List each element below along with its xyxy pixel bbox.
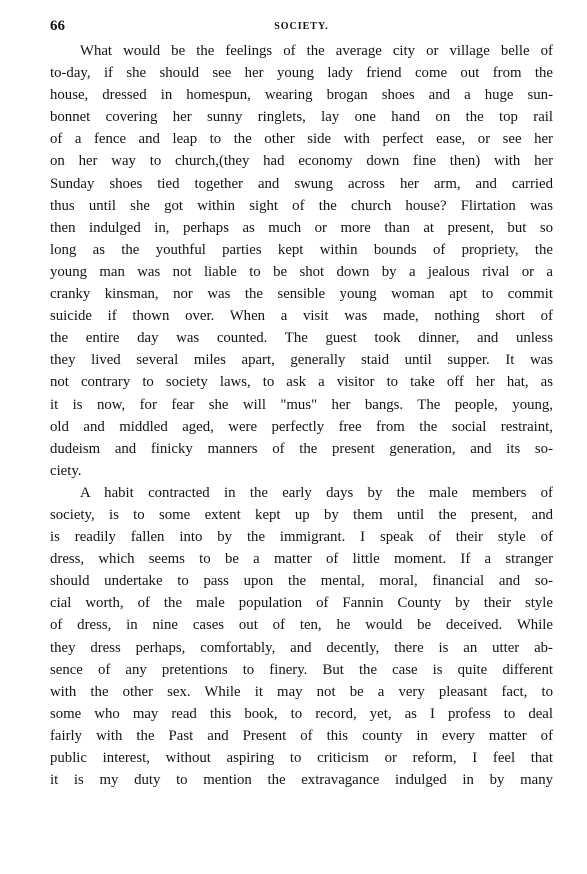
text-line: Sunday shoes tied together and swung across her arm, and carried	[50, 175, 553, 192]
text-line: of a fence and leap to the other side with perfect ease, or see her	[50, 131, 553, 148]
page-number: 66	[50, 18, 65, 34]
text-line: young man was not liable to be shot down by a jealous rival or a	[50, 263, 553, 280]
text-line: old and middled aged, were perfectly free from the social restraint,	[50, 418, 553, 435]
text-line: fairly with the Past and Present of this county in every matter of	[50, 727, 553, 744]
text-line: some who may read this book, to record, yet, as I profess to deal	[50, 705, 553, 722]
text-line: it is my duty to mention the extravagance indulged in by many	[50, 772, 553, 789]
text-line: it is now, for fear she will "mus" her bangs. The people, young,	[50, 396, 553, 413]
text-line: cial worth, of the male population of Fannin County by their style	[50, 595, 553, 612]
text-line: dudeism and finicky manners of the present generation, and its so-	[50, 440, 553, 457]
text-line: A habit contracted in the early days by the male members of	[80, 484, 553, 501]
text-line: the entire day was counted. The guest took dinner, and unless	[50, 330, 553, 347]
text-line: ciety.	[50, 462, 82, 479]
text-line: thus until she got within sight of the church house? Flirtation was	[50, 197, 553, 214]
text-line: cranky kinsman, nor was the sensible young woman apt to commit	[50, 286, 553, 303]
text-line: with the other sex. While it may not be a very pleasant fact, to	[50, 683, 553, 700]
text-line: suicide if thown over. When a visit was made, nothing short of	[50, 308, 553, 325]
text-line: public interest, without aspiring to criticism or reform, I feel that	[50, 750, 553, 766]
text-line: should undertake to pass upon the mental, moral, financial and so-	[50, 573, 553, 590]
text-line: What would be the feelings of the average city or village belle of	[80, 43, 553, 59]
text-line: is readily fallen into by the immigrant. I speak of their style of	[50, 529, 553, 546]
text-line: to-day, if she should see her young lady friend come out from the	[50, 65, 553, 82]
running-head: SOCIETY.	[274, 21, 329, 32]
text-line: bonnet covering her sunny ringlets, lay one hand on the top rail	[50, 109, 553, 126]
text-line: then indulged in, perhaps as much or more than at present, but so	[50, 219, 553, 236]
text-line: of dress, in nine cases out of ten, he would be deceived. While	[50, 617, 553, 634]
text-line: they dress perhaps, comfortably, and decently, there is an utter ab-	[50, 639, 553, 656]
text-line: they lived several miles apart, generally staid until supper. It was	[50, 352, 553, 369]
text-line: not contrary to society laws, to ask a visitor to take off her hat, as	[50, 374, 553, 391]
text-line: sence of any pretentions to finery. But the case is quite different	[50, 661, 553, 678]
text-line: society, is to some extent kept up by them until the present, and	[50, 506, 553, 523]
text-line: long as the youthful parties kept within bounds of propriety, the	[50, 241, 553, 258]
page-header	[50, 18, 553, 40]
text-line: house, dressed in homespun, wearing brogan shoes and a huge sun-	[50, 87, 553, 104]
text-line: dress, which seems to be a matter of little moment. If a stranger	[50, 551, 553, 568]
paragraph	[50, 482, 553, 791]
paragraph	[50, 40, 553, 482]
text-line: on her way to church,(they had economy down fine then) with her	[50, 153, 553, 170]
body-text	[50, 40, 553, 791]
